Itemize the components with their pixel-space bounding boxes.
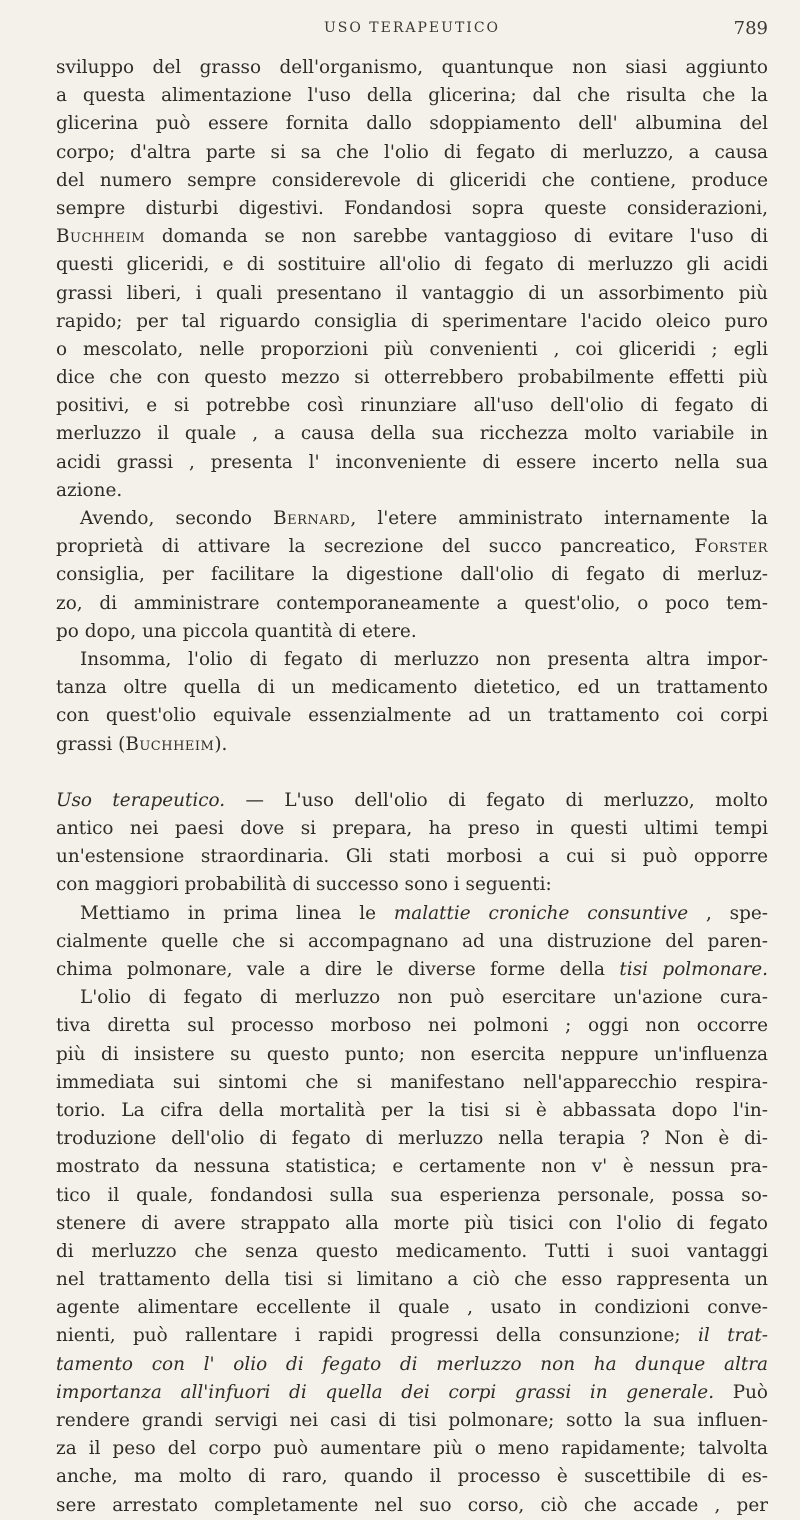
text-line bbox=[56, 364, 768, 392]
emphasis-text: il trat- bbox=[698, 1325, 768, 1347]
text-segment: rapido; per tal riguardo consiglia di sperimentare l'acido oleico puro bbox=[56, 310, 768, 332]
text-line bbox=[56, 1463, 768, 1491]
text-line bbox=[56, 167, 768, 195]
text-line bbox=[56, 731, 768, 759]
body-text bbox=[56, 54, 768, 1520]
text-segment: ). bbox=[214, 733, 228, 755]
text-segment: zo, di amministrare contemporaneamente a quest'olio, o poco tem- bbox=[56, 592, 768, 614]
text-line bbox=[56, 900, 768, 928]
text-segment: chima polmonare, vale a dire le diverse forme della bbox=[56, 959, 620, 980]
text-segment: un'estensione straordinaria. Gli stati morbosi a cui si può opporre bbox=[56, 846, 768, 868]
text-line bbox=[56, 871, 768, 899]
text-line bbox=[56, 1153, 768, 1181]
text-segment: con quest'olio equivale essenzialmente ad un trattamento coi corpi bbox=[56, 705, 768, 727]
text-line bbox=[56, 195, 768, 223]
text-segment: glicerina può essere fornita dallo sdoppiamento dell' albumina del bbox=[56, 113, 768, 135]
text-line bbox=[56, 1097, 768, 1125]
text-line bbox=[56, 1492, 768, 1520]
text-line bbox=[56, 505, 768, 533]
text-segment: più di insistere su questo punto; non esercita neppure un'influenza bbox=[56, 1043, 768, 1065]
text-line bbox=[56, 280, 768, 308]
text-segment: tico il quale, fondandosi sulla sua esperienza personale, possa so- bbox=[56, 1184, 768, 1206]
text-line bbox=[56, 1238, 768, 1266]
text-line bbox=[56, 139, 768, 167]
text-segment: Può bbox=[714, 1381, 768, 1403]
text-line bbox=[56, 1041, 768, 1069]
text-line bbox=[56, 223, 768, 251]
text-segment: tiva diretta sul processo morboso nei polmoni ; oggi non occorre bbox=[56, 1015, 768, 1037]
text-line bbox=[56, 449, 768, 477]
text-line bbox=[56, 787, 768, 815]
text-segment: troduzione dell'olio di fegato di merluzzo nella terapia ? Non è di- bbox=[56, 1128, 768, 1150]
text-line bbox=[56, 1322, 768, 1350]
text-segment: L'olio di fegato di merluzzo non può esercitare un'azione cura- bbox=[80, 987, 768, 1009]
text-segment: con maggiori probabilità di successo sono i seguenti: bbox=[56, 874, 552, 896]
text-segment: consiglia, per facilitare la digestione dall'olio di fegato di merluz- bbox=[56, 564, 768, 586]
text-line bbox=[56, 1182, 768, 1210]
text-segment: — L'uso dell'olio di fegato di merluzzo, molto bbox=[225, 789, 768, 811]
text-line bbox=[56, 54, 768, 82]
text-segment: positivi, e si potrebbe così rinunziare all'uso dell'olio di fegato di bbox=[56, 395, 768, 417]
text-segment: stenere di avere strappato alla morte più tisici con l'olio di fegato bbox=[56, 1212, 768, 1234]
text-line bbox=[56, 420, 768, 448]
text-segment: rendere grandi servigi nei casi di tisi polmonare; sotto la sua influen- bbox=[56, 1410, 768, 1431]
text-segment: Mettiamo in prima linea le bbox=[80, 902, 394, 924]
text-segment: torio. La cifra della mortalità per la tisi si è abbassata dopo l'in- bbox=[56, 1099, 768, 1121]
text-segment: antico nei paesi dove si prepara, ha preso in questi ultimi tempi bbox=[56, 818, 768, 840]
text-line bbox=[56, 1210, 768, 1238]
text-segment: del numero sempre considerevole di gliceridi che contiene, produce bbox=[56, 169, 768, 191]
text-line bbox=[56, 1266, 768, 1294]
author-name: Buchheim bbox=[125, 733, 215, 755]
text-segment: mostrato da nessuna statistica; e certamente non v' è nessun pra- bbox=[56, 1156, 768, 1178]
text-line bbox=[56, 82, 768, 110]
text-line bbox=[56, 843, 768, 871]
text-line bbox=[56, 590, 768, 618]
text-segment: a questa alimentazione l'uso della glicerina; dal che risulta che la bbox=[56, 85, 768, 107]
text-segment: sviluppo del grasso dell'organismo, quantunque non siasi aggiunto bbox=[56, 57, 768, 78]
author-name: Forster bbox=[694, 536, 768, 558]
text-segment: questi gliceridi, e di sostituire all'olio di fegato di merluzzo gli acidi bbox=[56, 254, 768, 276]
text-line bbox=[56, 477, 768, 505]
text-line bbox=[56, 1379, 768, 1407]
text-line bbox=[56, 956, 768, 984]
text-line bbox=[56, 646, 768, 674]
text-line bbox=[56, 251, 768, 279]
text-line bbox=[56, 815, 768, 843]
text-line bbox=[56, 561, 768, 589]
text-line bbox=[56, 1012, 768, 1040]
text-segment: cialmente quelle che si accompagnano ad una distruzione del paren- bbox=[56, 930, 768, 952]
text-segment: immediata sui sintomi che si manifestano nell'apparecchio respira- bbox=[56, 1071, 768, 1093]
text-line bbox=[56, 308, 768, 336]
text-segment: po dopo, una piccola quantità di etere. bbox=[56, 620, 417, 642]
emphasis-text: malattie croniche consuntive bbox=[393, 902, 689, 924]
running-head: USO TERAPEUTICO bbox=[323, 20, 501, 36]
text-segment: grassi ( bbox=[56, 733, 126, 755]
text-line bbox=[56, 618, 768, 646]
text-segment: Avendo, secondo bbox=[80, 508, 274, 529]
text-line bbox=[56, 702, 768, 730]
text-segment: domanda se non sarebbe vantaggioso di evitare l'uso di bbox=[145, 226, 768, 248]
text-line bbox=[56, 392, 768, 420]
text-line bbox=[56, 336, 768, 364]
text-segment: sere arrestato completamente nel suo corso, ciò che accade , per bbox=[56, 1494, 768, 1516]
emphasis-text: tisi polmonare. bbox=[619, 959, 768, 980]
author-name: Bernard bbox=[273, 508, 351, 529]
text-segment: za il peso del corpo può aumentare più o meno rapidamente; talvolta bbox=[56, 1438, 768, 1460]
emphasis-text: Uso terapeutico. bbox=[56, 789, 226, 811]
text-segment: nel trattamento della tisi si limitano a ciò che esso rappresenta un bbox=[56, 1269, 768, 1291]
text-line bbox=[56, 1294, 768, 1322]
text-segment: , spe- bbox=[688, 902, 768, 924]
text-line bbox=[56, 984, 768, 1012]
text-line bbox=[56, 533, 768, 561]
text-segment: Insomma, l'olio di fegato di merluzzo non presenta altra impor- bbox=[80, 648, 768, 670]
emphasis-text: tamento con l' olio di fegato di merluzzo non ha dunque altra bbox=[56, 1353, 768, 1375]
text-line bbox=[56, 1351, 768, 1379]
text-segment: o mescolato, nelle proporzioni più convenienti , coi gliceridi ; egli bbox=[56, 338, 768, 360]
text-segment: sempre disturbi digestivi. Fondandosi sopra queste considerazioni, bbox=[56, 197, 768, 219]
text-line bbox=[56, 110, 768, 138]
text-line bbox=[56, 928, 768, 956]
text-segment: anche, ma molto di raro, quando il processo è suscettibile di es- bbox=[56, 1466, 768, 1488]
page-number: 789 bbox=[733, 18, 768, 39]
text-segment: azione. bbox=[56, 479, 123, 501]
text-line bbox=[56, 1125, 768, 1153]
text-segment: corpo; d'altra parte si sa che l'olio di fegato di merluzzo, a causa bbox=[56, 141, 768, 163]
text-segment: dice che con questo mezzo si otterrebbero probabilmente effetti più bbox=[56, 367, 768, 389]
text-segment: nienti, può rallentare i rapidi progressi della consunzione; bbox=[56, 1325, 699, 1347]
text-line bbox=[56, 759, 768, 787]
text-segment: acidi grassi , presenta l' inconveniente di essere incerto nella sua bbox=[56, 451, 768, 473]
text-segment: agente alimentare eccellente il quale , usato in condizioni conve- bbox=[56, 1297, 768, 1319]
text-line bbox=[56, 1435, 768, 1463]
page-header bbox=[56, 20, 768, 46]
text-segment: , l'etere amministrato internamente la bbox=[350, 508, 768, 529]
text-segment: proprietà di attivare la secrezione del succo pancreatico, bbox=[56, 536, 695, 558]
text-line bbox=[56, 1407, 768, 1435]
text-line bbox=[56, 674, 768, 702]
text-segment: grassi liberi, i quali presentano il vantaggio di un assorbimento più bbox=[56, 282, 768, 304]
emphasis-text: importanza all'infuori di quella dei corpi grassi in generale. bbox=[56, 1381, 715, 1403]
text-line bbox=[56, 1069, 768, 1097]
text-segment: merluzzo il quale , a causa della sua ricchezza molto variabile in bbox=[56, 423, 768, 445]
text-segment: tanza oltre quella di un medicamento dietetico, ed un trattamento bbox=[56, 677, 768, 699]
author-name: Buchheim bbox=[56, 226, 146, 248]
text-segment: di merluzzo che senza questo medicamento. Tutti i suoi vantaggi bbox=[56, 1240, 768, 1262]
